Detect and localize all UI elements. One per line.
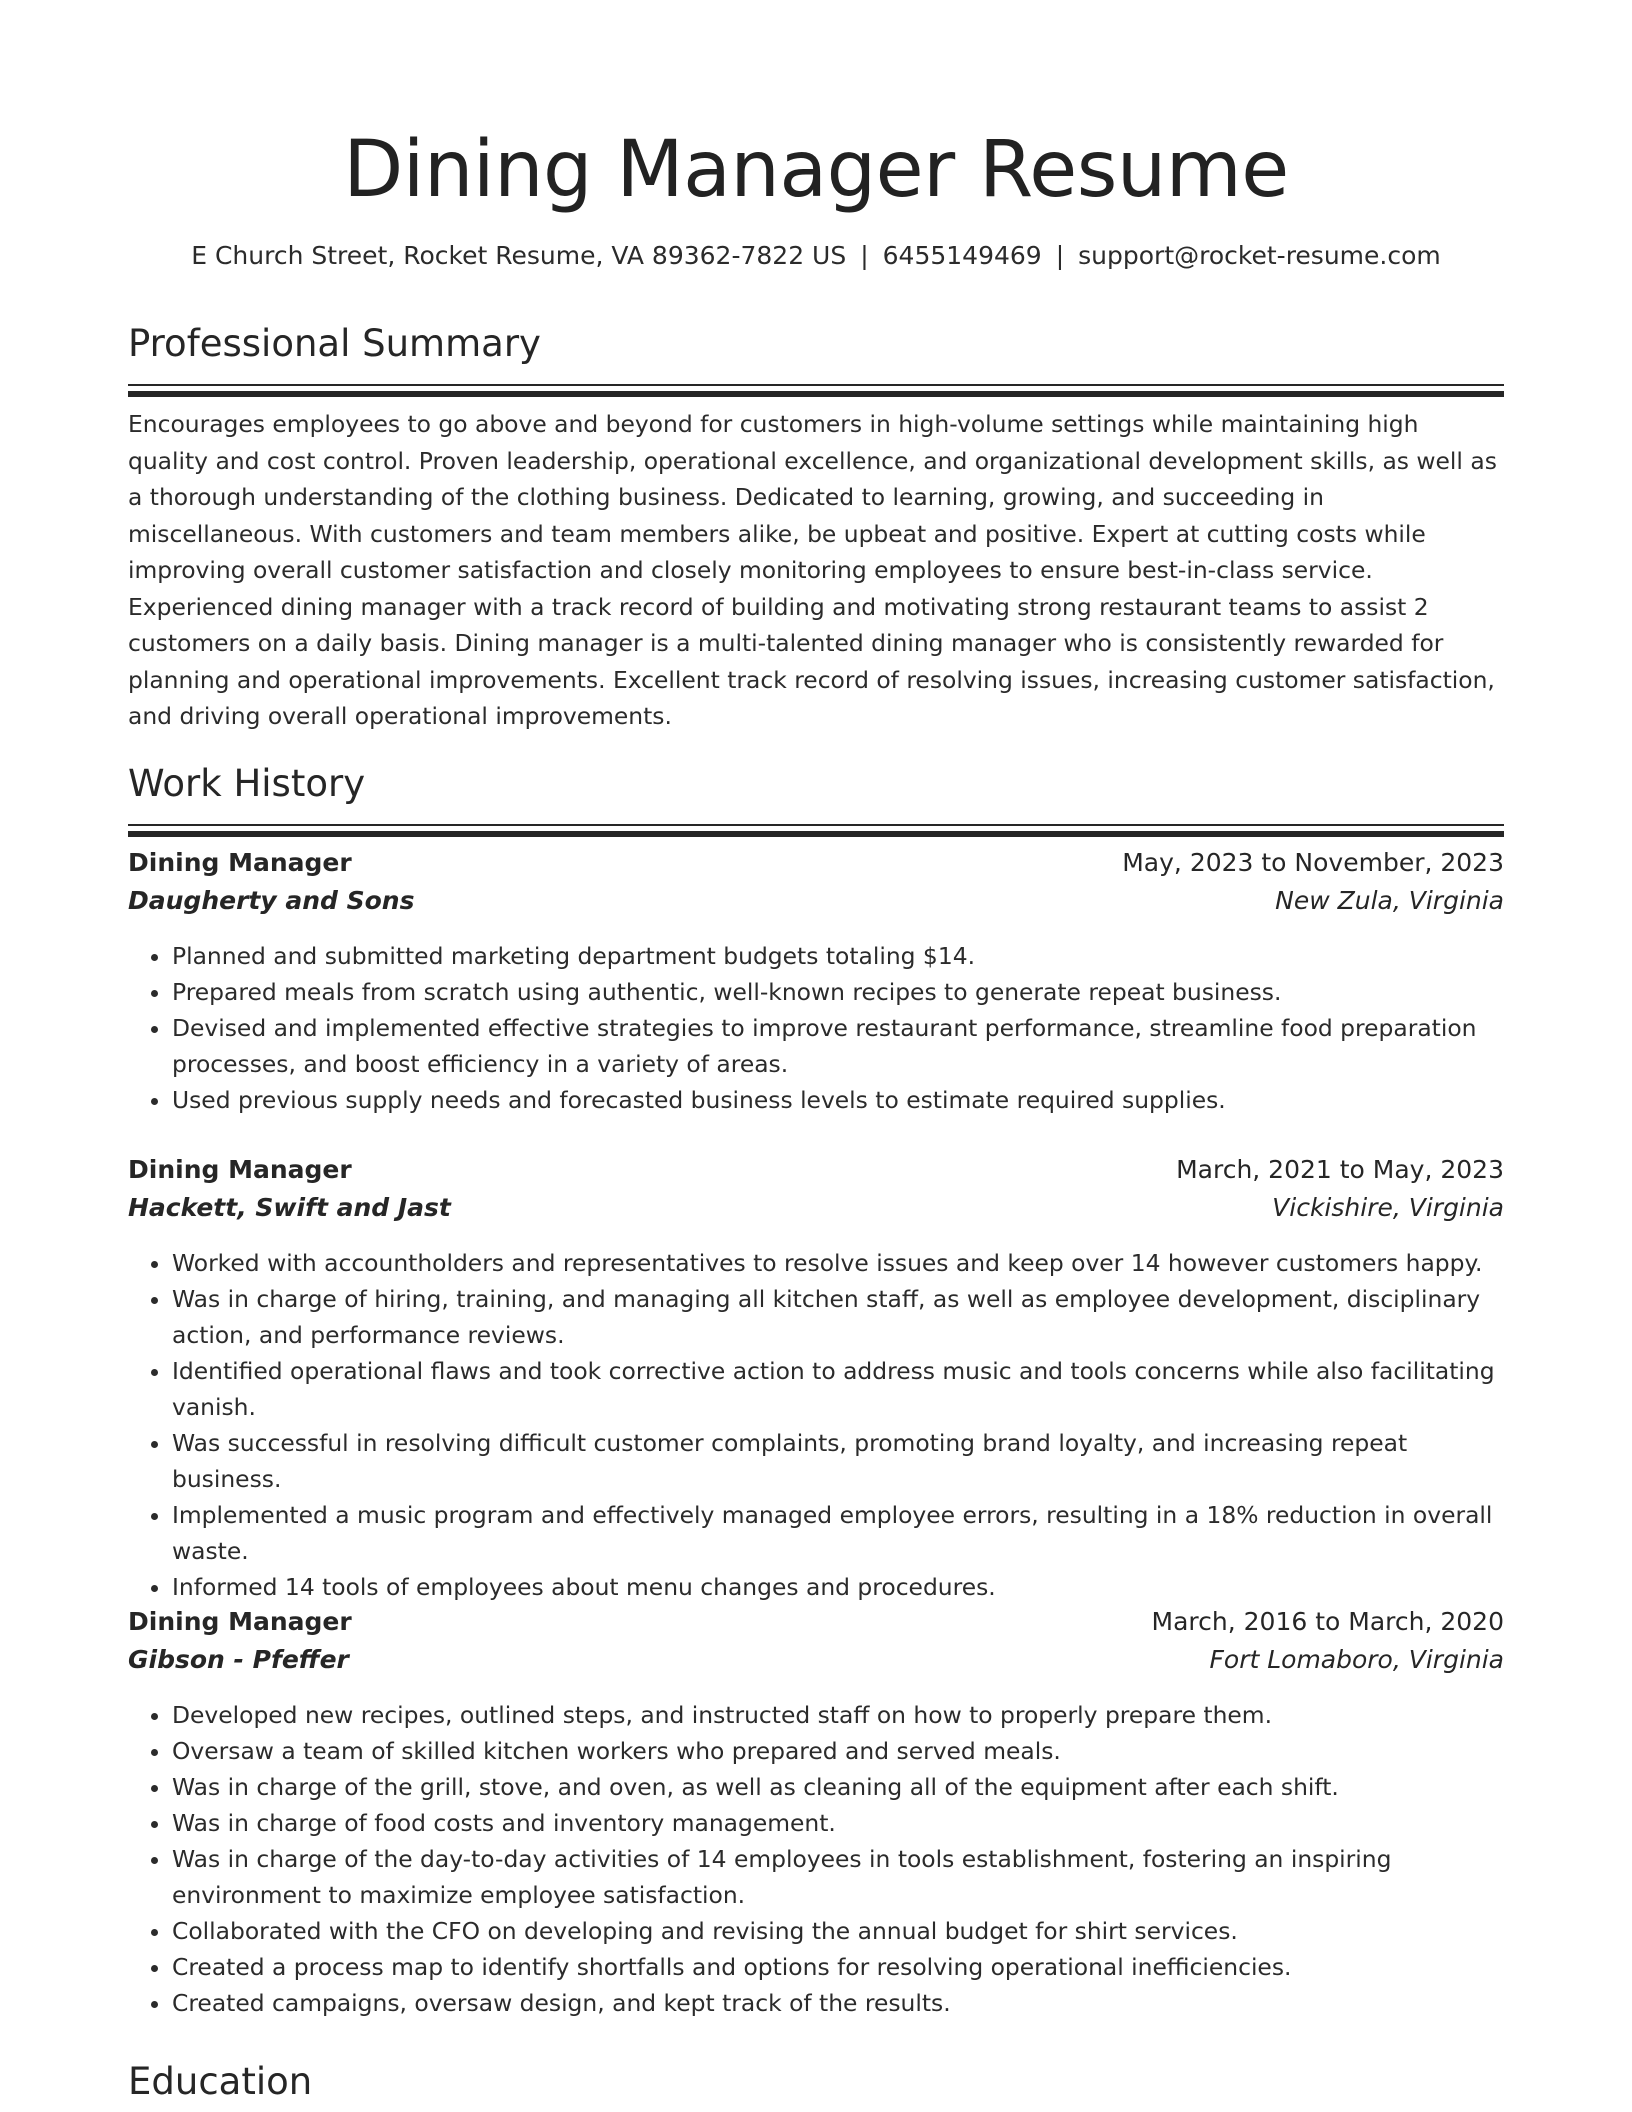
job-entry	[128, 848, 1504, 1118]
contact-line	[128, 238, 1504, 274]
job-company: Gibson - Pfeffer	[128, 1645, 349, 1674]
job-company: Daugherty and Sons	[128, 886, 415, 915]
contact-separator: |	[860, 241, 869, 270]
job-dates: March, 2016 to March, 2020	[1151, 1607, 1504, 1636]
job-bullets	[128, 938, 1504, 1118]
list-item: • Planned and submitted marketing department budgets totaling $14.	[172, 938, 1504, 974]
list-item: • Was successful in resolving difficult customer complaints, promoting brand loyalty, and increasing repeat business.	[172, 1425, 1504, 1497]
summary-heading: Professional Summary	[128, 322, 541, 365]
work-history-heading: Work History	[128, 762, 366, 805]
job-title: Dining Manager	[128, 1607, 352, 1636]
job-title: Dining Manager	[128, 1155, 352, 1184]
list-item: • Collaborated with the CFO on developing and revising the annual budget for shirt services.	[172, 1913, 1504, 1949]
section-divider	[128, 384, 1504, 386]
list-item: • Informed 14 tools of employees about menu changes and procedures.	[172, 1569, 1504, 1605]
job-company: Hackett, Swift and Jast	[128, 1193, 451, 1222]
list-item: • Created campaigns, oversaw design, and kept track of the results.	[172, 1985, 1504, 2021]
education-heading: Education	[128, 2060, 313, 2103]
summary-section	[128, 318, 1504, 386]
section-divider	[128, 824, 1504, 826]
job-bullets	[128, 1245, 1504, 1605]
contact-phone: 6455149469	[882, 241, 1042, 270]
list-item: • Was in charge of the day-to-day activities of 14 employees in tools establishment, fostering an inspiring environment to maximize employee satisfaction.	[172, 1841, 1504, 1913]
job-dates: March, 2021 to May, 2023	[1176, 1155, 1504, 1184]
list-item: • Developed new recipes, outlined steps, and instructed staff on how to properly prepare them.	[172, 1697, 1504, 1733]
job-entry	[128, 1607, 1504, 2021]
job-title: Dining Manager	[128, 848, 352, 877]
list-item: • Was in charge of the grill, stove, and oven, as well as cleaning all of the equipment after each shift.	[172, 1769, 1504, 1805]
list-item: • Identified operational flaws and took corrective action to address music and tools concerns while also facilitating vanish.	[172, 1353, 1504, 1425]
job-bullets	[128, 1697, 1504, 2021]
list-item: • Implemented a music program and effectively managed employee errors, resulting in a 18% reduction in overall waste.	[172, 1497, 1504, 1569]
list-item: • Created a process map to identify shortfalls and options for resolving operational inefficiencies.	[172, 1949, 1504, 1985]
list-item: • Prepared meals from scratch using authentic, well-known recipes to generate repeat business.	[172, 974, 1504, 1010]
list-item: • Was in charge of food costs and inventory management.	[172, 1805, 1504, 1841]
list-item: • Worked with accountholders and representatives to resolve issues and keep over 14 however customers happy.	[172, 1245, 1504, 1281]
contact-email: support@rocket-resume.com	[1078, 241, 1441, 270]
list-item: • Devised and implemented effective strategies to improve restaurant performance, streamline food preparation processes, and boost efficiency in a variety of areas.	[172, 1010, 1504, 1082]
job-location: Vickishire, Virginia	[1272, 1193, 1504, 1222]
job-location: Fort Lomaboro, Virginia	[1209, 1645, 1504, 1674]
contact-address: E Church Street, Rocket Resume, VA 89362-7822 US	[191, 241, 847, 270]
job-entry	[128, 1155, 1504, 1605]
list-item: • Oversaw a team of skilled kitchen workers who prepared and served meals.	[172, 1733, 1504, 1769]
resume-title: Dining Manager Resume	[343, 125, 1289, 215]
list-item: • Used previous supply needs and forecasted business levels to estimate required supplies.	[172, 1082, 1504, 1118]
summary-text: Encourages employees to go above and beyond for customers in high-volume settings while maintaining high quality and cost control. Proven leadership, operational excellence, and organizational development skills, as well as a thorough understanding of the clothing business. Dedicated to learning, growing, and succeeding in miscellaneous. With customers and team members alike, be upbeat and positive. Expert at cutting costs while improving overall customer satisfaction and closely monitoring employees to ensure best-in-class service. Experienced dining manager with a track record of building and motivating strong restaurant teams to assist 2 customers on a daily basis. Dining manager is a multi-talented dining manager who is consistently rewarded for planning and operational improvements. Excellent track record of resolving issues, increasing customer satisfaction, and driving overall operational improvements.	[128, 410, 1497, 730]
list-item: • Was in charge of hiring, training, and managing all kitchen staff, as well as employee development, disciplinary action, and performance reviews.	[172, 1281, 1504, 1353]
contact-separator: |	[1055, 241, 1065, 270]
education-section	[128, 2056, 1504, 2108]
work-history-section	[128, 758, 1504, 826]
job-location: New Zula, Virginia	[1275, 886, 1504, 915]
job-dates: May, 2023 to November, 2023	[1122, 848, 1504, 877]
